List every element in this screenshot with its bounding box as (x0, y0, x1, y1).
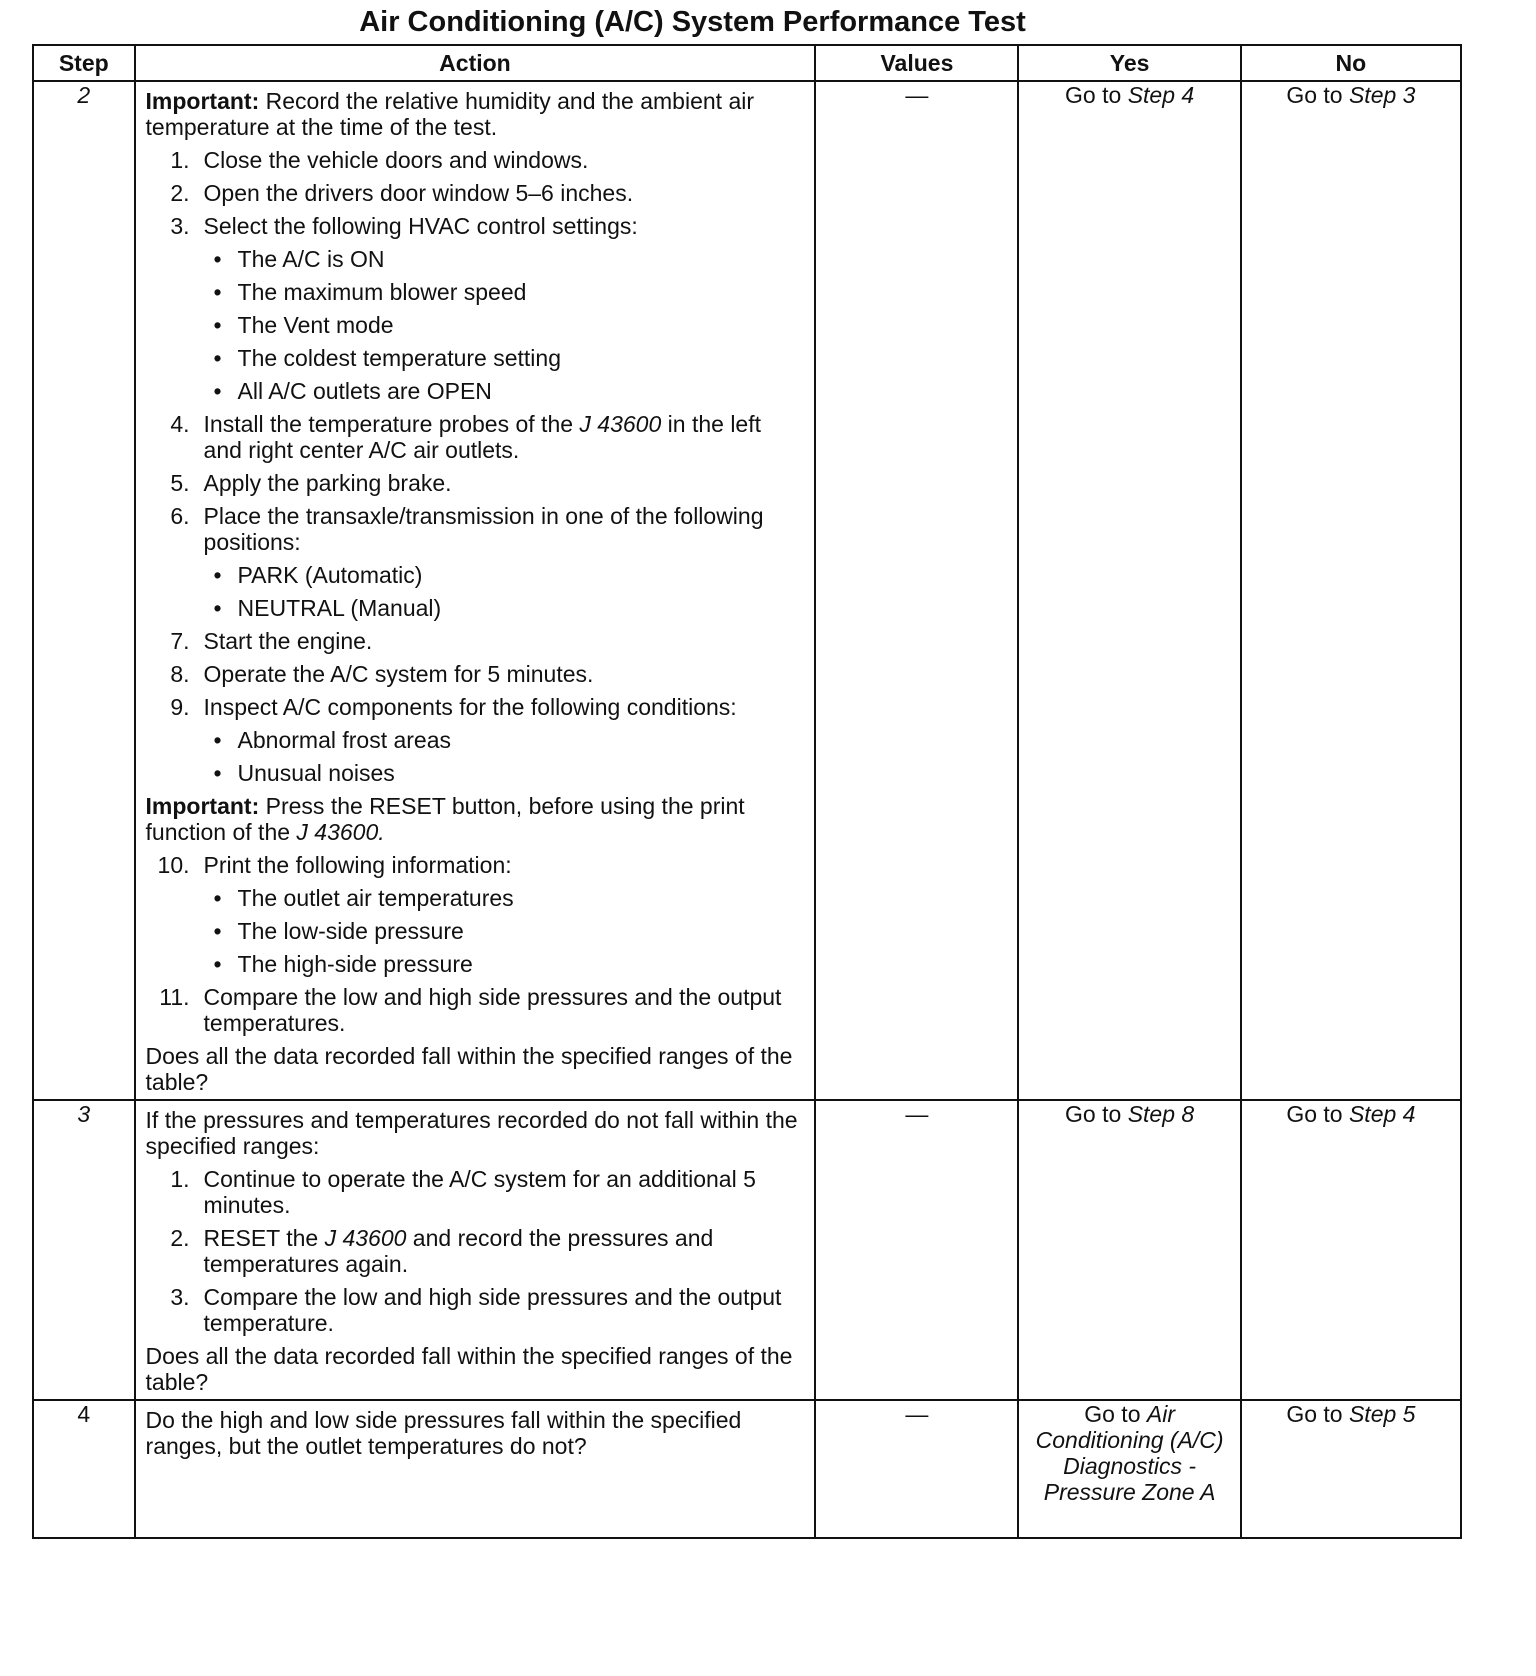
table-row-step-2 (33, 81, 1461, 1100)
bullet-item: • The A/C is ON (213, 246, 385, 272)
bullet-item: • NEUTRAL (Manual) (213, 595, 442, 621)
table-header-row (33, 45, 1461, 81)
bullet-item: • The Vent mode (213, 312, 394, 338)
yes-cell: Go to Air Conditioning (A/C) Diagnostics - Pressure Zone A (1018, 1400, 1240, 1538)
yes-link[interactable]: Step 8 (1127, 1101, 1195, 1127)
yes-link[interactable]: Step 4 (1127, 82, 1195, 108)
table-row-step-3 (33, 1100, 1461, 1400)
action-cell (135, 1400, 816, 1538)
list-item: 7. Start the engine. (170, 628, 373, 654)
no-cell: Go to Step 4 (1241, 1100, 1461, 1400)
list-item: 5. Apply the parking brake. (170, 470, 452, 496)
action-cell (135, 81, 816, 1100)
bullet-item: • The coldest temperature setting (213, 345, 561, 371)
list-item: 4. Install the temperature probes of the J 43600 in the left and right center A/C air outlets. (170, 411, 762, 463)
no-link[interactable]: Step 5 (1348, 1401, 1416, 1427)
list-item: 3. Select the following HVAC control settings: (170, 213, 638, 239)
bullet-item: • Unusual noises (213, 760, 395, 786)
page-title: Air Conditioning (A/C) System Performance Test (359, 6, 1026, 38)
header-step: Step (33, 45, 135, 81)
yes-cell: Go to Step 8 (1018, 1100, 1240, 1400)
header-values: Values (815, 45, 1018, 81)
list-item: 1. Close the vehicle doors and windows. (170, 147, 589, 173)
values-cell: — (815, 81, 1018, 1100)
step-number: 3 (33, 1100, 135, 1400)
intro-text: If the pressures and temperatures recorded do not fall within the specified ranges: (145, 1107, 798, 1159)
bullet-item: • The maximum blower speed (213, 279, 527, 305)
list-item: 1. Continue to operate the A/C system for an additional 5 minutes. (170, 1166, 756, 1218)
yes-cell: Go to Step 4 (1018, 81, 1240, 1100)
no-cell: Go to Step 3 (1241, 81, 1461, 1100)
bullet-item: • The high-side pressure (213, 951, 473, 977)
question-text: Does all the data recorded fall within the specified ranges of the table? (145, 1043, 793, 1095)
header-yes: Yes (1018, 45, 1240, 81)
no-link[interactable]: Step 4 (1348, 1101, 1416, 1127)
header-action: Action (135, 45, 816, 81)
list-item: 10. Print the following information: (157, 852, 512, 878)
procedure-table (32, 44, 1462, 1539)
no-cell: Go to Step 5 (1241, 1400, 1461, 1538)
list-item: 3. Compare the low and high side pressures and the output temperature. (170, 1284, 782, 1336)
important-note: Important: Record the relative humidity and the ambient air temperature at the time of the test. (145, 88, 755, 140)
bullet-item: • PARK (Automatic) (213, 562, 423, 588)
no-link[interactable]: Step 3 (1348, 82, 1416, 108)
step-number: 4 (33, 1400, 135, 1538)
step-number: 2 (33, 81, 135, 1100)
values-cell: — (815, 1400, 1018, 1538)
question-text: Do the high and low side pressures fall within the specified ranges, but the outlet temperatures do not? (145, 1407, 742, 1459)
list-item: 2. RESET the J 43600 and record the pressures and temperatures again. (170, 1225, 714, 1277)
important-note: Important: Press the RESET button, before using the print function of the J 43600. (145, 793, 745, 845)
bullet-item: • The low-side pressure (213, 918, 464, 944)
bullet-item: • Abnormal frost areas (213, 727, 452, 753)
values-cell: — (815, 1100, 1018, 1400)
list-item: 8. Operate the A/C system for 5 minutes. (170, 661, 594, 687)
yes-link[interactable]: Air Conditioning (A/C) Diagnostics - Pressure Zone A (1035, 1401, 1224, 1505)
header-no: No (1241, 45, 1461, 81)
list-item: 6. Place the transaxle/transmission in one of the following positions: (170, 503, 764, 555)
bullet-item: • All A/C outlets are OPEN (213, 378, 492, 404)
list-item: 9. Inspect A/C components for the following conditions: (170, 694, 737, 720)
table-row-step-4 (33, 1400, 1461, 1538)
list-item: 11. Compare the low and high side pressures and the output temperatures. (159, 984, 782, 1036)
action-cell (135, 1100, 816, 1400)
question-text: Does all the data recorded fall within the specified ranges of the table? (145, 1343, 793, 1395)
bullet-item: • The outlet air temperatures (213, 885, 514, 911)
list-item: 2. Open the drivers door window 5–6 inches. (170, 180, 634, 206)
